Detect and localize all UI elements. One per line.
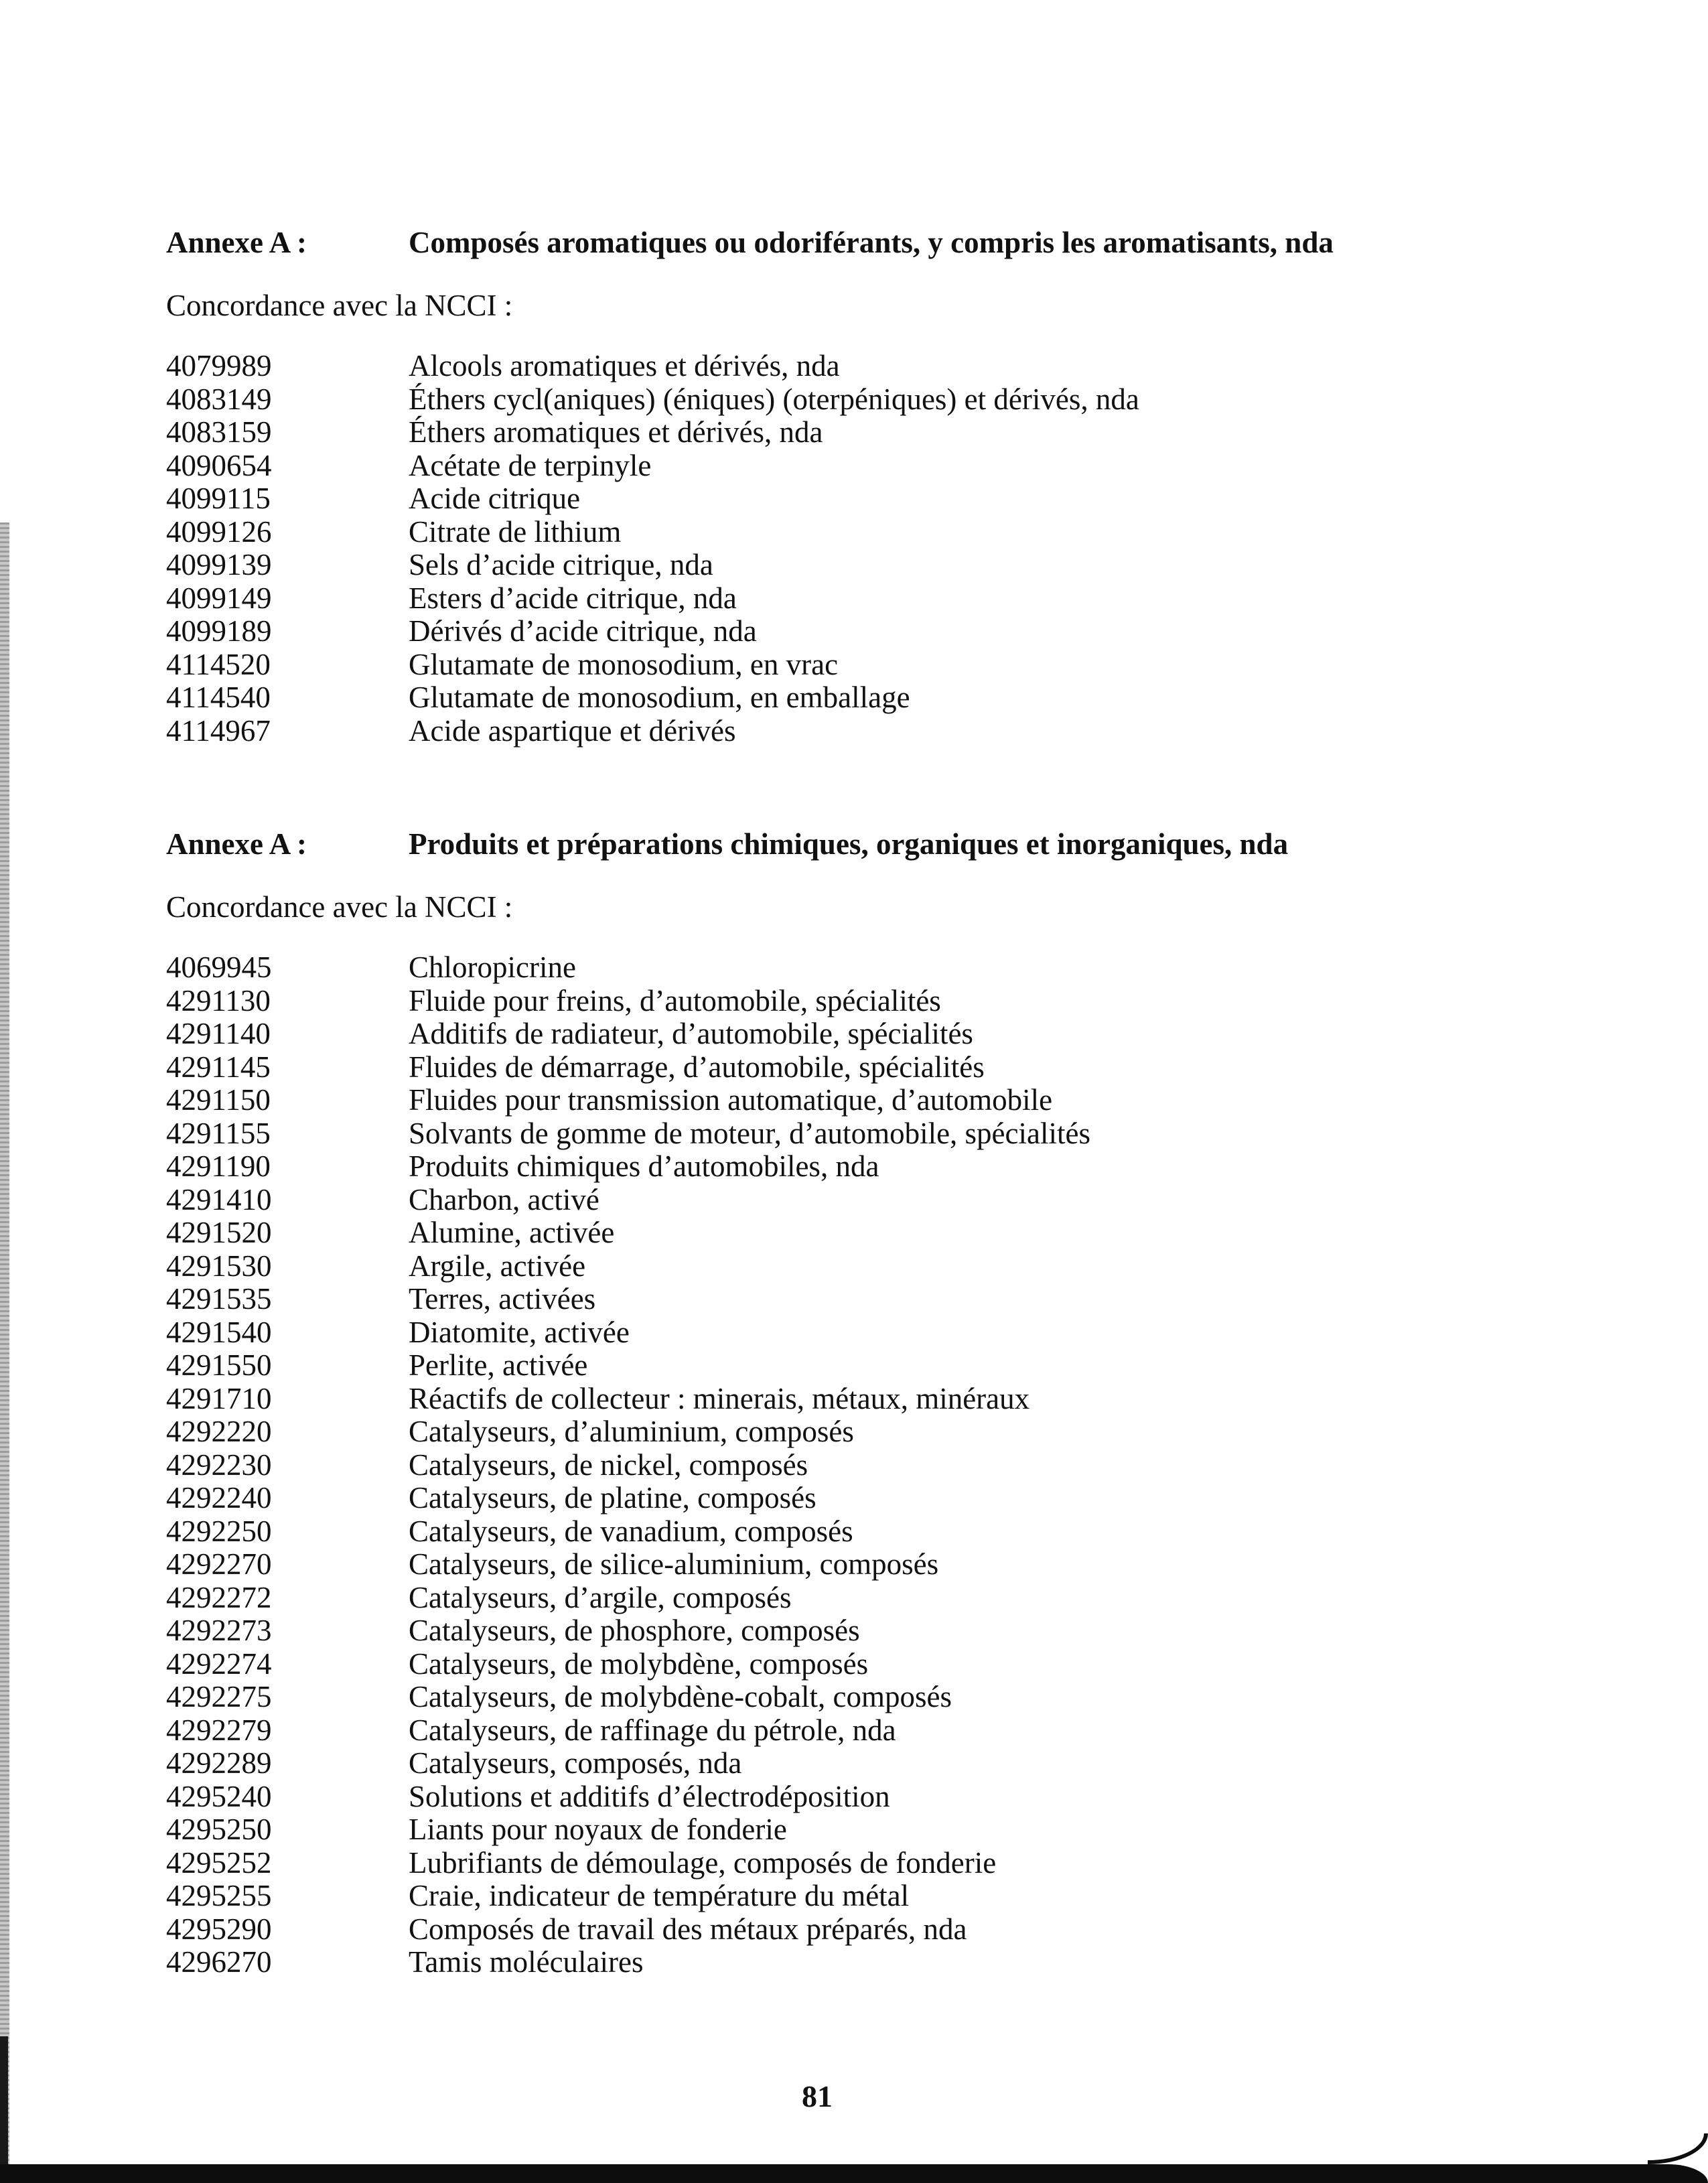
ncci-code: 4291155 [166, 1116, 271, 1150]
code-row [166, 1581, 1573, 1615]
code-row [166, 582, 1573, 616]
ncci-code: 4291540 [166, 1315, 272, 1349]
ncci-code: 4291530 [166, 1249, 272, 1283]
ncci-description: Catalyseurs, de molybdène-cobalt, composés [409, 1680, 952, 1713]
code-row [166, 1283, 1573, 1316]
ncci-code: 4090654 [166, 448, 272, 482]
ncci-code: 4295255 [166, 1879, 272, 1912]
ncci-code: 4291710 [166, 1381, 272, 1415]
ncci-description: Catalyseurs, de molybdène, composés [409, 1646, 869, 1681]
ncci-description: Additifs de radiateur, d’automobile, spécialités [409, 1017, 973, 1050]
ncci-code: 4291190 [166, 1149, 271, 1183]
ncci-description: Esters d’acide citrique, nda [409, 581, 737, 615]
ncci-description: Composés de travail des métaux préparés, nda [409, 1912, 967, 1946]
ncci-code: 4099126 [166, 514, 272, 549]
ncci-description: Fluides pour transmission automatique, d’automobile [409, 1083, 1053, 1117]
code-row [166, 681, 1573, 715]
code-row [166, 516, 1573, 549]
code-row [166, 1051, 1573, 1084]
scan-edge-bottom [0, 2164, 1708, 2183]
ncci-code: 4292272 [166, 1580, 272, 1614]
ncci-description: Tamis moléculaires [409, 1945, 644, 1979]
ncci-description: Diatomite, activée [409, 1315, 630, 1349]
code-list [166, 951, 1573, 1979]
ncci-code: 4079989 [166, 349, 272, 382]
code-row [166, 1482, 1573, 1515]
code-row [166, 449, 1573, 483]
code-row [166, 1913, 1573, 1947]
annex-section-aromatic [166, 224, 1573, 748]
code-row [166, 1548, 1573, 1581]
ncci-code: 4292279 [166, 1713, 272, 1747]
ncci-description: Fluides de démarrage, d’automobile, spécialités [409, 1050, 985, 1084]
ncci-description: Solvants de gomme de moteur, d’automobile, spécialités [409, 1116, 1090, 1150]
ncci-code: 4099189 [166, 614, 272, 648]
ncci-description: Glutamate de monosodium, en emballage [409, 681, 910, 714]
ncci-description: Chloropicrine [409, 950, 576, 984]
code-row [166, 985, 1573, 1018]
ncci-code: 4295240 [166, 1779, 272, 1813]
code-row [166, 1117, 1573, 1151]
code-row [166, 1017, 1573, 1051]
ncci-code: 4083159 [166, 415, 272, 449]
code-row [166, 1847, 1573, 1880]
section-heading [166, 224, 1573, 261]
code-row [166, 1813, 1573, 1847]
ncci-code: 4295250 [166, 1813, 272, 1846]
ncci-description: Sels d’acide citrique, nda [409, 548, 713, 581]
ncci-code: 4291550 [166, 1348, 272, 1382]
code-row [166, 1681, 1573, 1714]
ncci-code: 4291520 [166, 1216, 272, 1249]
concordance-label: Concordance avec la NCCI : [166, 289, 513, 322]
ncci-description: Catalyseurs, d’aluminium, composés [409, 1415, 854, 1448]
ncci-code: 4292220 [166, 1415, 272, 1448]
ncci-code: 4291535 [166, 1282, 272, 1316]
ncci-description: Catalyseurs, de silice-aluminium, composés [409, 1547, 939, 1581]
code-row [166, 1614, 1573, 1648]
code-row [166, 1648, 1573, 1681]
code-row [166, 482, 1573, 516]
code-row [166, 1150, 1573, 1184]
ncci-description: Alumine, activée [409, 1216, 615, 1249]
concordance-label: Concordance avec la NCCI : [166, 890, 513, 924]
ncci-description: Alcools aromatiques et dérivés, nda [409, 349, 840, 382]
scan-edge-left [0, 522, 9, 2183]
ncci-description: Terres, activées [409, 1282, 596, 1316]
code-row [166, 1316, 1573, 1350]
ncci-code: 4292275 [166, 1680, 272, 1713]
code-row [166, 1747, 1573, 1780]
ncci-code: 4099139 [166, 548, 272, 581]
ncci-description: Argile, activée [409, 1249, 586, 1283]
ncci-description: Catalyseurs, de vanadium, composés [409, 1514, 853, 1548]
ncci-code: 4291140 [166, 1017, 271, 1050]
ncci-code: 4083149 [166, 382, 272, 416]
ncci-code: 4291410 [166, 1182, 272, 1216]
code-row [166, 615, 1573, 648]
ncci-description: Catalyseurs, de platine, composés [409, 1481, 816, 1515]
code-row [166, 648, 1573, 682]
page-number: 81 [802, 2079, 833, 2113]
code-row [166, 1415, 1573, 1449]
ncci-description: Acide aspartique et dérivés [409, 713, 736, 748]
ncci-description: Lubrifiants de démoulage, composés de fonderie [409, 1845, 997, 1880]
ncci-code: 4114967 [166, 713, 271, 748]
ncci-code: 4292240 [166, 1481, 272, 1515]
ncci-description: Perlite, activée [409, 1348, 588, 1382]
code-row [166, 1449, 1573, 1482]
code-row [166, 1714, 1573, 1748]
code-row [166, 1349, 1573, 1383]
code-row [166, 1216, 1573, 1250]
ncci-description: Liants pour noyaux de fonderie [409, 1813, 787, 1846]
ncci-code: 4296270 [166, 1945, 272, 1979]
ncci-description: Acétate de terpinyle [409, 448, 652, 482]
ncci-description: Dérivés d’acide citrique, nda [409, 614, 757, 648]
ncci-code: 4292289 [166, 1746, 272, 1780]
ncci-description: Citrate de lithium [409, 514, 622, 549]
code-row [166, 715, 1573, 748]
ncci-description: Craie, indicateur de température du métal [409, 1879, 910, 1912]
ncci-code: 4069945 [166, 950, 272, 984]
ncci-code: 4114540 [166, 681, 271, 714]
ncci-description: Acide citrique [409, 482, 581, 515]
annex-title: Produits et préparations chimiques, organiques et inorganiques, nda [409, 827, 1289, 861]
ncci-code: 4295252 [166, 1845, 272, 1880]
annex-label: Annexe A : [166, 226, 307, 259]
code-row [166, 549, 1573, 582]
ncci-description: Fluide pour freins, d’automobile, spécialités [409, 983, 941, 1017]
code-list [166, 350, 1573, 748]
code-row [166, 1084, 1573, 1117]
ncci-description: Éthers cycl(aniques) (éniques) (oterpéniques) et dérivés, nda [409, 382, 1139, 416]
ncci-code: 4291145 [166, 1050, 271, 1084]
ncci-description: Catalyseurs, d’argile, composés [409, 1580, 792, 1614]
code-row [166, 1946, 1573, 1979]
annex-title: Composés aromatiques ou odoriférants, y compris les aromatisants, nda [409, 226, 1334, 259]
code-row [166, 1184, 1573, 1217]
code-row [166, 1515, 1573, 1549]
ncci-description: Catalyseurs, composés, nda [409, 1746, 742, 1780]
code-row [166, 1880, 1573, 1913]
ncci-description: Produits chimiques d’automobiles, nda [409, 1149, 879, 1183]
ncci-code: 4291130 [166, 983, 271, 1017]
ncci-code: 4292273 [166, 1614, 272, 1647]
ncci-description: Réactifs de collecteur : minerais, métaux, minéraux [409, 1381, 1030, 1415]
annex-label: Annexe A : [166, 827, 307, 861]
ncci-code: 4099149 [166, 581, 272, 615]
ncci-description: Charbon, activé [409, 1182, 599, 1216]
code-row [166, 383, 1573, 417]
code-row [166, 1383, 1573, 1416]
code-row [166, 951, 1573, 985]
ncci-code: 4114520 [166, 647, 271, 681]
ncci-code: 4292274 [166, 1646, 272, 1681]
ncci-code: 4292250 [166, 1514, 272, 1548]
ncci-code: 4099115 [166, 482, 271, 515]
ncci-description: Glutamate de monosodium, en vrac [409, 647, 839, 681]
ncci-description: Solutions et additifs d’électrodéposition [409, 1779, 890, 1813]
scan-edge-curve [1648, 2133, 1708, 2164]
ncci-code: 4292230 [166, 1448, 272, 1482]
code-row [166, 350, 1573, 383]
section-heading [166, 825, 1573, 863]
ncci-description: Catalyseurs, de nickel, composés [409, 1448, 808, 1482]
ncci-description: Catalyseurs, de phosphore, composés [409, 1614, 860, 1647]
ncci-code: 4291150 [166, 1083, 271, 1117]
code-row [166, 1250, 1573, 1283]
code-row [166, 416, 1573, 449]
ncci-code: 4295290 [166, 1912, 272, 1946]
ncci-description: Éthers aromatiques et dérivés, nda [409, 415, 823, 449]
ncci-code: 4292270 [166, 1547, 272, 1581]
code-row [166, 1780, 1573, 1814]
annex-section-chemical [166, 825, 1573, 1979]
ncci-description: Catalyseurs, de raffinage du pétrole, nda [409, 1713, 896, 1747]
